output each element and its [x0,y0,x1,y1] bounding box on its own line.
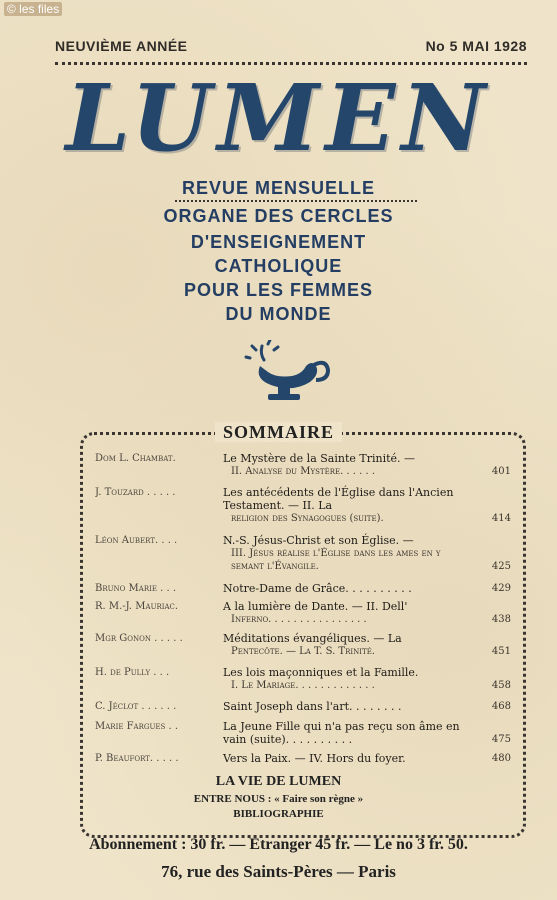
oil-lamp-icon [244,340,334,406]
toc-title: Les lois maçonniques et la Famille. [223,666,419,679]
contents-heading [0,422,557,443]
toc-title: A la lumière de Dante. — II. Dell' [223,600,408,613]
year-label: NEUVIÈME ANNÉE [55,38,188,54]
toc-page: 480 [491,753,511,764]
toc-page: 438 [491,614,511,625]
toc-page: 475 [491,734,511,745]
toc-title: Vers la Paix. — IV. Hors du foyer. [223,752,406,765]
subtitle-line-5: POUR LES FEMMES [183,280,373,300]
toc-author: Dom L. Chambat. [95,453,176,464]
toc-author: R. M.-J. Mauriac. [95,601,179,612]
toc-page: 468 [491,701,511,712]
subscription-line: Abonnement : 30 fr. — Etranger 45 fr. — Le no 3 fr. 50. [89,836,468,853]
toc-page: 429 [491,583,511,594]
toc-author: H. de Pully . . . [95,667,170,678]
subtitle-line-3: D'ENSEIGNEMENT [190,232,367,252]
issue-header [55,38,527,58]
toc-title: Le Mystère de la Sainte Trinité. — [223,452,416,465]
subtitle-rule [175,200,417,202]
toc-page: 451 [491,646,511,657]
toc-title: La Jeune Fille qui n'a pas reçu son âme en vain (suite). . . . . . . . . . [223,720,460,746]
address-line: 76, rue des Saints-Pères — Paris [161,862,396,881]
vie-bibliographie: BIBLIOGRAPHIE [233,808,324,820]
toc-title: Méditations évangéliques. — La [223,632,402,645]
toc-page: 414 [491,513,511,524]
subtitle-line-1: REVUE MENSUELLE [181,178,376,198]
toc-subtitle: III. Jésus réalise l'Église dans les ames en y semant l'Évangile. [231,548,441,572]
toc-subtitle: Inferno. . . . . . . . . . . . . . . . [231,614,367,625]
vie-entre-nous: ENTRE NOUS : « Faire son règne » [193,793,364,805]
toc-author: P. Beaufort. . . . . [95,753,179,764]
toc-page: 458 [491,680,511,691]
toc-subtitle: Pentecôte. — La T. S. Trinité. [231,646,375,657]
issue-label: No 5 MAI 1928 [425,38,527,54]
subtitle-line-2: ORGANE DES CERCLES [163,206,394,226]
vie-heading: LA VIE DE LUMEN [215,774,342,789]
toc-title: Notre-Dame de Grâce. . . . . . . . . . [223,582,412,595]
toc-author: Marie Fargues . . [95,721,178,732]
toc-author: Léon Aubert. . . . [95,535,178,546]
toc-subtitle: II. Analyse du Mystère. . . . . . [231,466,376,477]
subtitle-line-4: CATHOLIQUE [214,256,343,276]
toc-author: Mgr Gonon . . . . . [95,633,183,644]
toc-title: Saint Joseph dans l'art. . . . . . . . [223,700,402,713]
toc-author: C. Jéclot . . . . . . [95,701,177,712]
toc-subtitle: religion des Synagogues (suite). [231,513,384,524]
toc-page: 401 [491,466,511,477]
toc-page: 425 [491,561,511,572]
toc-title: N.-S. Jésus-Christ et son Église. — [223,534,414,547]
toc-title: Les antécédents de l'Église dans l'Ancien Testament. — II. La [223,486,454,512]
watermark: © les files [4,2,62,16]
toc-author: J. Touzard . . . . . [95,487,176,498]
toc-author: Bruno Marie . . . [95,583,177,594]
contents-heading-text: SOMMAIRE [215,422,342,442]
toc-subtitle: I. Le Mariage. . . . . . . . . . . . . [231,680,375,691]
subtitle-line-6: DU MONDE [225,304,332,324]
masthead-title: LUMEN [65,64,492,172]
